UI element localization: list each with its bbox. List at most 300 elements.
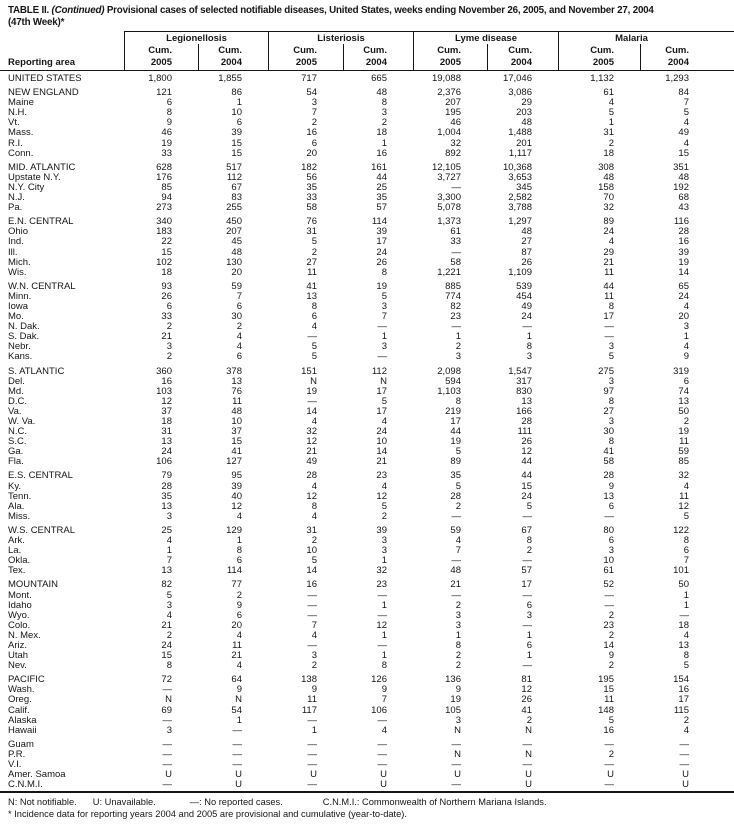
cell: 6 <box>236 117 242 129</box>
cell: 19 <box>450 436 461 448</box>
cum-label: Cum. <box>293 45 317 56</box>
table-row <box>0 661 734 671</box>
cell: 1 <box>683 599 689 611</box>
cell: 8 <box>526 535 532 547</box>
table-row <box>0 377 734 387</box>
cell: U <box>235 779 242 791</box>
cum-label: Cum. <box>363 45 387 56</box>
subheader-cell <box>343 44 413 70</box>
table-row <box>0 342 734 352</box>
cell: 203 <box>516 107 532 119</box>
table-row <box>0 352 734 362</box>
cell: — <box>451 321 461 333</box>
cell: 3 <box>166 341 172 353</box>
cell: 2 <box>236 589 242 601</box>
row-label: Wyo. <box>8 609 30 621</box>
row-label: Va. <box>8 405 22 417</box>
table-row <box>0 641 734 651</box>
cell: 6 <box>166 300 172 312</box>
cell: 4 <box>683 137 689 149</box>
cell: 2 <box>455 650 461 662</box>
table-row <box>0 118 734 128</box>
cell: 46 <box>450 117 461 129</box>
cell: N <box>454 748 461 760</box>
cell: 8 <box>166 107 172 119</box>
cell: 8 <box>526 341 532 353</box>
subheader-cell <box>268 44 343 70</box>
cell: 4 <box>236 660 242 672</box>
cell: 26 <box>521 436 532 448</box>
table-row <box>0 536 734 546</box>
table-row <box>0 98 734 108</box>
cell: 31 <box>306 524 317 536</box>
cell: 19 <box>678 426 689 438</box>
cell: 5 <box>608 107 614 119</box>
cell: 3 <box>311 650 317 662</box>
section-en-central <box>0 217 734 278</box>
cell: 54 <box>306 87 317 99</box>
cell: 1,293 <box>665 73 689 84</box>
cell: 13 <box>306 290 317 302</box>
table-row <box>0 292 734 302</box>
cell: 40 <box>231 490 242 502</box>
cell: 2 <box>683 714 689 726</box>
cell: 48 <box>450 565 461 577</box>
cell: 59 <box>231 280 242 292</box>
cell: 39 <box>376 524 387 536</box>
cell: 4 <box>236 510 242 522</box>
subheader-row <box>0 44 734 70</box>
cell: 49 <box>678 127 689 139</box>
cell: 24 <box>376 246 387 258</box>
cell: 101 <box>673 565 689 577</box>
cell: 18 <box>161 266 172 278</box>
row-label: N.Y. City <box>8 181 45 193</box>
cell: 1 <box>526 629 532 641</box>
cell: 67 <box>231 181 242 193</box>
cell: 378 <box>226 365 242 377</box>
cell: 1,132 <box>590 73 614 84</box>
cell: 19 <box>450 694 461 706</box>
cell: — <box>451 181 461 193</box>
cell: 21 <box>450 579 461 591</box>
cell: 24 <box>376 426 387 438</box>
table-row <box>0 407 734 417</box>
cell: 49 <box>306 456 317 468</box>
section-wn-central <box>0 282 734 363</box>
cell: N <box>165 694 172 706</box>
cell: 89 <box>603 216 614 228</box>
cell: 3 <box>608 545 614 557</box>
cell: 32 <box>603 202 614 214</box>
cell: — <box>522 555 532 567</box>
cell: 28 <box>603 470 614 482</box>
cell: 454 <box>516 290 532 302</box>
cell: — <box>522 321 532 333</box>
cell: 39 <box>678 246 689 258</box>
cell: 111 <box>517 426 532 438</box>
cell: 1,488 <box>508 127 532 139</box>
cell: 44 <box>450 426 461 438</box>
row-label: W.N. CENTRAL <box>8 280 76 292</box>
cell: 24 <box>521 311 532 323</box>
disease-group-header: Legionellosis <box>124 31 268 45</box>
table-row <box>0 139 734 149</box>
cell: 4 <box>381 416 387 427</box>
cell: 41 <box>306 280 317 292</box>
cell: 44 <box>521 470 532 482</box>
cell: 10 <box>376 436 387 448</box>
cell: 1 <box>683 331 689 343</box>
cell: 8 <box>381 97 387 109</box>
cell: 121 <box>156 87 172 99</box>
cell: 11 <box>232 639 242 651</box>
cell: N <box>310 375 317 387</box>
cell: 5 <box>166 589 172 601</box>
cell: 1,800 <box>148 73 172 84</box>
cell: 1 <box>381 629 387 641</box>
cell: — <box>377 321 387 333</box>
cell: 4 <box>166 535 172 547</box>
table-row <box>0 482 734 492</box>
cell: — <box>307 714 317 726</box>
cell: 5 <box>455 480 461 492</box>
cum-label: Cum. <box>437 45 461 56</box>
cell: 2 <box>311 535 317 547</box>
cell: 26 <box>376 256 387 268</box>
cell: 11 <box>307 694 317 706</box>
cell: 61 <box>450 226 461 238</box>
cell: — <box>307 609 317 621</box>
cell: — <box>604 779 614 791</box>
cell: 9 <box>381 684 387 696</box>
row-label: S. ATLANTIC <box>8 365 65 377</box>
cell: 166 <box>516 405 532 417</box>
cell: — <box>522 619 532 631</box>
cell: 72 <box>161 674 172 686</box>
cell: 2 <box>526 714 532 726</box>
cell: 17 <box>603 311 614 323</box>
cell: 8 <box>608 300 614 312</box>
table-row <box>0 149 734 159</box>
cell: 7 <box>311 107 317 119</box>
cell: 81 <box>521 674 532 686</box>
cell: U <box>310 769 317 781</box>
section-pacific <box>0 675 734 736</box>
row-label: C.N.M.I. <box>8 779 43 791</box>
cell: — <box>522 660 532 672</box>
cell: 136 <box>445 674 461 686</box>
cell: 1,547 <box>508 365 532 377</box>
row-label: S.C. <box>8 436 27 448</box>
cell: 35 <box>450 470 461 482</box>
cell: 1 <box>166 545 172 557</box>
cell: 2 <box>381 117 387 129</box>
cell: 67 <box>521 524 532 536</box>
row-label: Utah <box>8 650 29 662</box>
cell: 2 <box>381 510 387 522</box>
cell: 8 <box>381 266 387 278</box>
cell: 14 <box>306 565 317 577</box>
cell: 4 <box>381 480 387 492</box>
cell: 9 <box>683 351 689 363</box>
cell: 10 <box>231 107 242 119</box>
cell: 15 <box>678 147 689 159</box>
cell: 345 <box>516 181 532 193</box>
cell: 1 <box>608 117 614 129</box>
cell: U <box>235 769 242 781</box>
cell: 1,221 <box>437 266 461 278</box>
row-label: Wis. <box>8 266 27 278</box>
cell: 13 <box>521 395 532 407</box>
subheader-cell <box>640 44 734 70</box>
row-label: Miss. <box>8 510 31 522</box>
cell: 9 <box>236 684 242 696</box>
cell: 2,582 <box>508 192 532 204</box>
cell: 23 <box>603 619 614 631</box>
cell: 30 <box>231 311 242 323</box>
cell: 2 <box>166 629 172 641</box>
cell: 39 <box>231 127 242 139</box>
cell: 4 <box>608 236 614 248</box>
cell: — <box>307 748 317 760</box>
cell: 317 <box>516 375 532 387</box>
cell: 13 <box>161 565 172 577</box>
cell: 46 <box>161 127 172 139</box>
cell: 58 <box>306 202 317 214</box>
cell: 158 <box>598 181 614 193</box>
cell: — <box>307 589 317 601</box>
row-label: Tenn. <box>8 490 32 502</box>
cell: — <box>604 599 614 611</box>
cell: 219 <box>445 405 461 417</box>
row-label: Kans. <box>8 351 33 363</box>
cell: 4 <box>683 629 689 641</box>
cell: 26 <box>521 256 532 268</box>
cell: 35 <box>306 181 317 193</box>
cell: 18 <box>678 619 689 631</box>
table-row <box>0 203 734 213</box>
cell: 18 <box>376 127 387 139</box>
row-label: La. <box>8 545 22 557</box>
cell: 2 <box>236 321 242 333</box>
cell: 2 <box>455 599 461 611</box>
cell: — <box>162 748 172 760</box>
table-row <box>0 128 734 138</box>
table-row <box>0 248 734 258</box>
cell: 2 <box>608 629 614 641</box>
cell: 24 <box>603 226 614 238</box>
cell: 15 <box>161 246 172 258</box>
cell: — <box>377 639 387 651</box>
cell: 594 <box>445 375 461 387</box>
cell: 32 <box>376 565 387 577</box>
subheader-cell <box>198 44 268 70</box>
cell: 7 <box>381 694 387 706</box>
cell: — <box>307 738 317 750</box>
row-label: Minn. <box>8 290 32 302</box>
cell: 6 <box>683 375 689 387</box>
row-label: W. Va. <box>8 416 36 427</box>
cell: 17 <box>376 385 387 397</box>
cell: 4 <box>311 629 317 641</box>
cell: 21 <box>161 619 172 631</box>
cell: 23 <box>376 470 387 482</box>
table-row <box>0 258 734 268</box>
cell: 4 <box>683 341 689 353</box>
cell: 4 <box>236 341 242 353</box>
cell: — <box>679 759 689 770</box>
cell: 3 <box>455 619 461 631</box>
cell: — <box>679 748 689 760</box>
cell: 12 <box>521 684 532 696</box>
cell: 4 <box>455 535 461 547</box>
cell: 6 <box>236 351 242 363</box>
cell: 7 <box>455 545 461 557</box>
cell: 2 <box>608 137 614 149</box>
cell: 6 <box>236 609 242 621</box>
table-row <box>0 706 734 716</box>
cell: 11 <box>232 395 242 407</box>
footer-legend <box>0 793 734 808</box>
cell: 12 <box>231 500 242 512</box>
row-label: N. Dak. <box>8 321 40 333</box>
cell: 74 <box>678 385 689 397</box>
cell: 13 <box>231 375 242 387</box>
cell: 1 <box>236 714 242 726</box>
cell: U <box>682 769 689 781</box>
table-header <box>0 31 734 71</box>
cell: — <box>679 738 689 750</box>
table-row <box>0 322 734 332</box>
cell: U <box>380 779 387 791</box>
row-label: R.I. <box>8 137 23 149</box>
cell: 44 <box>521 456 532 468</box>
table-row <box>0 302 734 312</box>
cell: 1,103 <box>437 385 461 397</box>
cell: U <box>380 769 387 781</box>
cell: 114 <box>226 565 242 577</box>
table-row <box>0 740 734 750</box>
cell: — <box>162 779 172 791</box>
cell: 2 <box>455 341 461 353</box>
cell: — <box>604 510 614 522</box>
cell: 351 <box>673 161 689 173</box>
cell: 6 <box>236 300 242 312</box>
table-row <box>0 227 734 237</box>
section-united-states <box>0 74 734 84</box>
cell: 6 <box>166 97 172 109</box>
subheader-cell <box>487 44 558 70</box>
cell: 195 <box>445 107 461 119</box>
cell: 9 <box>311 684 317 696</box>
table-row <box>0 726 734 736</box>
cell: 4 <box>311 510 317 522</box>
cell: 28 <box>450 490 461 502</box>
cell: 1,373 <box>437 216 461 228</box>
cell: 94 <box>161 192 172 204</box>
table-title <box>0 0 734 28</box>
cell: — <box>307 759 317 770</box>
cell: 8 <box>236 545 242 557</box>
section-s-atlantic <box>0 367 734 468</box>
cell: 2 <box>166 351 172 363</box>
cell: 4 <box>683 480 689 492</box>
cell: 15 <box>603 684 614 696</box>
cell: 2 <box>311 117 317 129</box>
cell: 5 <box>608 714 614 726</box>
table-row <box>0 74 734 84</box>
section-es-central <box>0 471 734 521</box>
cell: U <box>525 779 532 791</box>
table-row <box>0 163 734 173</box>
subheader-cell <box>558 44 640 70</box>
cell: — <box>307 599 317 611</box>
cell: 360 <box>156 365 172 377</box>
table-row <box>0 651 734 661</box>
cell: 48 <box>603 171 614 183</box>
cell: — <box>604 589 614 601</box>
table-row <box>0 437 734 447</box>
cell: — <box>522 589 532 601</box>
cell: 77 <box>231 579 242 591</box>
cell: 6 <box>311 311 317 323</box>
cell: 161 <box>371 161 387 173</box>
cell: 207 <box>445 97 461 109</box>
cell: 49 <box>521 300 532 312</box>
cell: 57 <box>521 565 532 577</box>
cell: 82 <box>450 300 461 312</box>
row-label: Mo. <box>8 311 24 323</box>
row-label: Alaska <box>8 714 37 726</box>
row-label: Ark. <box>8 535 25 547</box>
cell: 16 <box>603 724 614 736</box>
cell: 14 <box>678 266 689 278</box>
table-row <box>0 526 734 536</box>
cell: 207 <box>226 226 242 238</box>
cell: 41 <box>231 446 242 458</box>
cell: 1,855 <box>218 73 242 84</box>
cell: 35 <box>376 192 387 204</box>
cell: U <box>607 769 614 781</box>
cell: 13 <box>161 436 172 448</box>
cell: — <box>451 510 461 522</box>
cell: — <box>307 395 317 407</box>
cell: 2 <box>608 609 614 621</box>
cell: 319 <box>673 365 689 377</box>
row-label: Hawaii <box>8 724 37 736</box>
table-row <box>0 173 734 183</box>
cell: 4 <box>381 724 387 736</box>
table-row <box>0 546 734 556</box>
cell: 102 <box>156 256 172 268</box>
cell: 3 <box>381 341 387 353</box>
cell: 114 <box>371 216 387 228</box>
row-label: N. Mex. <box>8 629 41 641</box>
cell: 16 <box>376 147 387 159</box>
cell: 24 <box>521 490 532 502</box>
cell: 15 <box>161 650 172 662</box>
cell: 57 <box>376 202 387 214</box>
cell: 1 <box>236 535 242 547</box>
legend-item: —: No reported cases. <box>189 797 283 808</box>
cell: 12 <box>161 395 172 407</box>
cell: 24 <box>678 290 689 302</box>
cell: 11 <box>604 266 614 278</box>
cell: 6 <box>526 599 532 611</box>
year-label: 2004 <box>667 56 689 68</box>
cell: 3 <box>455 609 461 621</box>
